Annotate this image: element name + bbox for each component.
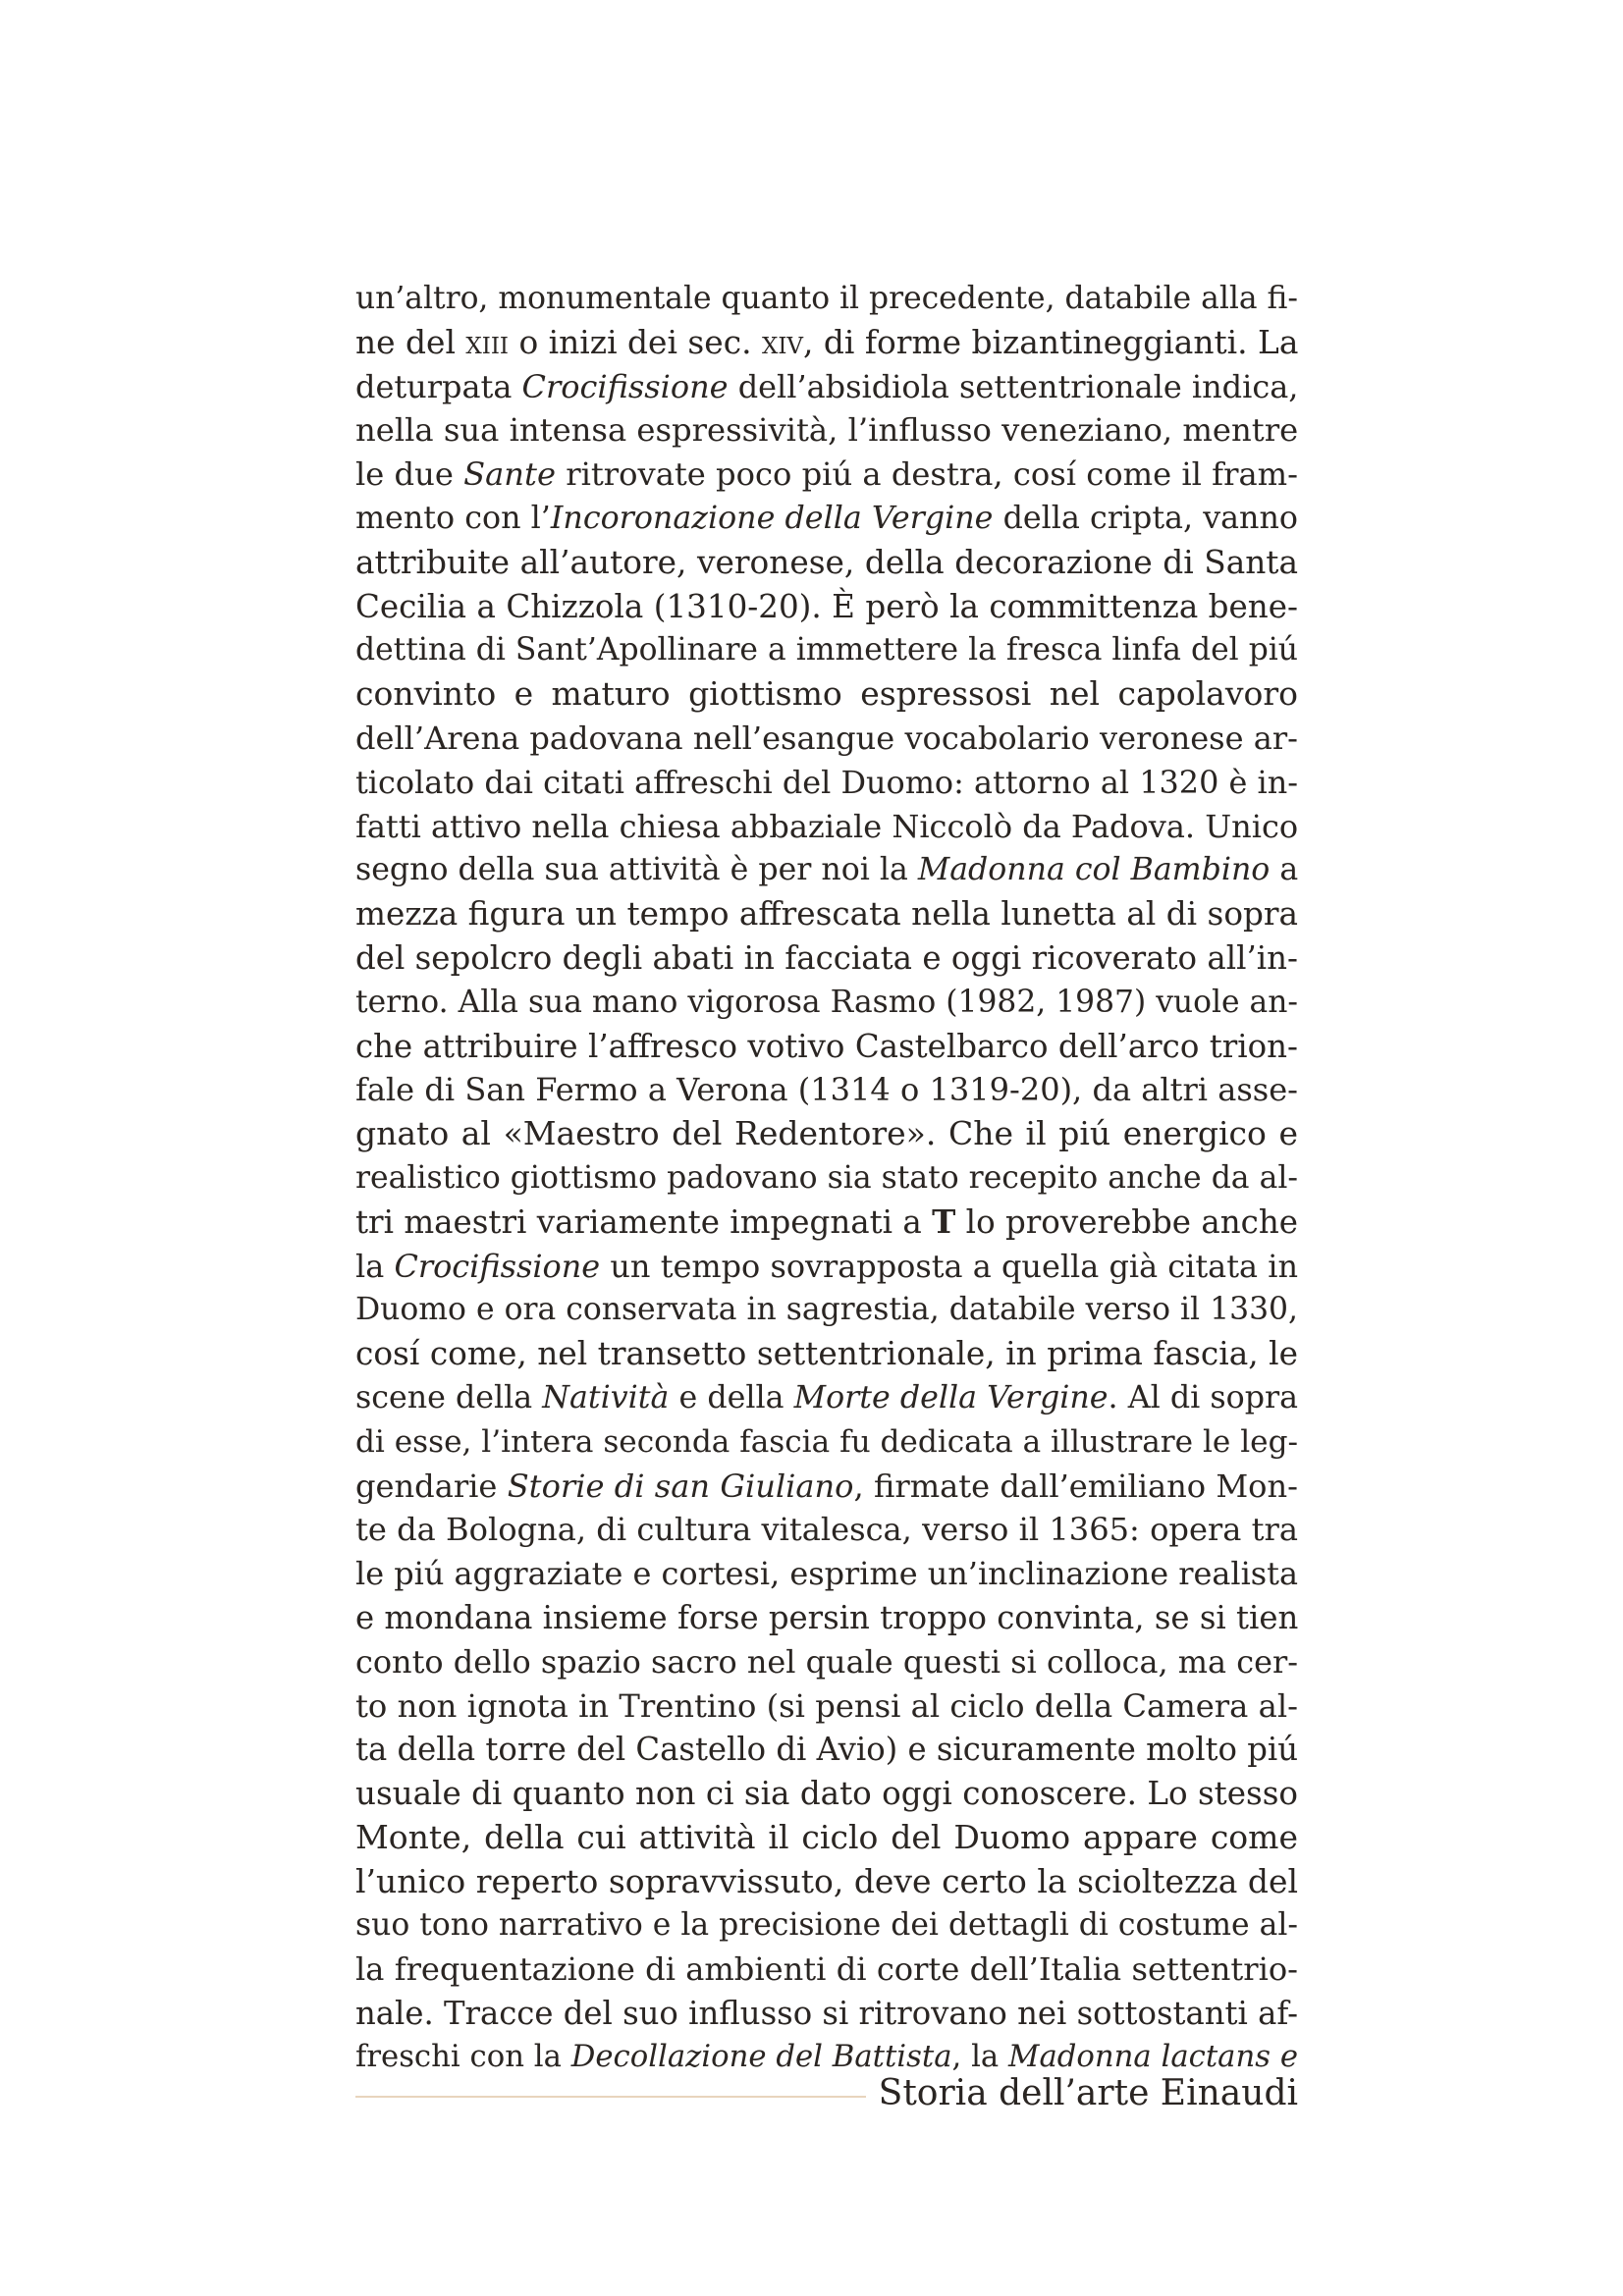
- text-line: [355, 1596, 1298, 1640]
- text-segment: ne del: [355, 323, 466, 361]
- text-segment: le due: [355, 455, 464, 494]
- text-line: [355, 1552, 1298, 1596]
- text-segment: un’altro, monumentale quanto il precedente, databile alla fi-: [355, 281, 1298, 316]
- text-segment: usuale di quanto non ci sia dato oggi conoscere. Lo stesso: [355, 1775, 1298, 1813]
- italic-title: Incoronazione della Vergine: [550, 500, 994, 536]
- text-segment: gnato al «Maestro del Redentore». Che il piú energico e: [355, 1114, 1298, 1153]
- text-segment: attribuite all’autore, veronese, della decorazione di Santa: [355, 543, 1298, 581]
- text-line: [355, 1332, 1298, 1376]
- text-segment: scene della: [355, 1379, 543, 1415]
- text-line: [355, 365, 1298, 409]
- text-line: [355, 1816, 1298, 1860]
- text-segment: conto dello spazio sacro nel quale questi si colloca, ma cer-: [355, 1642, 1298, 1681]
- text-segment: segno della sua attività è per noi la: [355, 852, 918, 888]
- text-segment: mezza figura un tempo affrescata nella lunetta al di sopra: [355, 895, 1298, 934]
- text-line: [355, 1288, 1298, 1332]
- text-segment: la frequentazione di ambienti di corte dell’Italia settentrio-: [355, 1950, 1298, 1989]
- text-line: [355, 848, 1298, 892]
- text-segment: a: [1270, 852, 1298, 888]
- text-segment: freschi con la: [355, 2039, 571, 2074]
- italic-title: Storie di san Giuliano: [507, 1467, 854, 1505]
- text-segment: to non ignota in Trentino (si pensi al ciclo della Camera al-: [355, 1686, 1298, 1725]
- text-segment: l’unico reperto sopravvissuto, deve certo la scioltezza del: [355, 1861, 1298, 1900]
- text-line: [355, 805, 1298, 849]
- italic-title: Madonna lactans e: [1008, 2039, 1298, 2074]
- roman-numeral: xiii: [465, 323, 510, 361]
- text-line: [355, 277, 1298, 321]
- text-line: [355, 1112, 1298, 1156]
- text-line: [355, 628, 1298, 672]
- text-segment: nella sua intensa espressività, l’influsso veneziano, mentre: [355, 411, 1298, 450]
- page-footer: [355, 2069, 1298, 2118]
- text-line: [355, 1903, 1298, 1948]
- text-segment: Duomo e ora conservata in sagrestia, databile verso il 1330,: [355, 1292, 1298, 1328]
- text-segment: dettina di Sant’Apollinare a immettere la fresca linfa del piú: [355, 632, 1298, 668]
- text-line: [355, 1068, 1298, 1112]
- text-segment: dell’Arena padovana nell’esangue vocabolario veronese ar-: [355, 719, 1298, 757]
- text-line: [355, 1420, 1298, 1465]
- italic-title: Crocifissione: [394, 1247, 601, 1285]
- text-segment: o inizi dei sec.: [509, 323, 762, 361]
- text-line: [355, 453, 1298, 497]
- text-line: [355, 717, 1298, 761]
- text-segment: convinto e maturo giottismo espressosi nel capolavoro: [355, 674, 1298, 714]
- text-segment: del sepolcro degli abati in facciata e oggi ricoverato all’in-: [355, 938, 1298, 977]
- text-segment: Cecilia a Chizzola (1310-20). È però la committenza bene-: [355, 587, 1298, 625]
- text-segment: te da Bologna, di cultura vitalesca, verso il 1365: opera tra: [355, 1511, 1298, 1549]
- text-segment: che attribuire l’affresco votivo Castelbarco dell’arco trion-: [355, 1027, 1298, 1065]
- text-segment: e mondana insieme forse persin troppo convinta, se si tien: [355, 1598, 1298, 1636]
- text-line: [355, 936, 1298, 981]
- bold-abbreviation: T: [932, 1201, 956, 1241]
- text-segment: fale di San Fermo a Verona (1314 o 1319-20), da altri asse-: [355, 1071, 1298, 1109]
- text-line: [355, 761, 1298, 805]
- text-line: [355, 1156, 1298, 1201]
- text-segment: la: [355, 1247, 395, 1285]
- italic-title: Sante: [463, 455, 556, 494]
- text-segment: un tempo sovrapposta a quella già citata in: [600, 1247, 1298, 1285]
- text-segment: nale. Tracce del suo influsso si ritrovano nei sottostanti af-: [355, 1995, 1298, 2033]
- text-segment: mento con l’: [355, 500, 551, 536]
- text-segment: dell’absidiola settentrionale indica,: [728, 367, 1298, 405]
- text-line: [355, 1684, 1298, 1729]
- text-line: [355, 1728, 1298, 1772]
- text-segment: terno. Alla sua mano vigorosa Rasmo (1982, 1987) vuole an-: [355, 984, 1298, 1020]
- text-segment: della cripta, vanno: [993, 500, 1298, 536]
- italic-title: Decollazione del Battista: [570, 2039, 952, 2074]
- roman-numeral: xiv: [761, 323, 804, 361]
- text-segment: realistico giottismo padovano sia stato recepito anche da al-: [355, 1159, 1298, 1196]
- text-segment: di esse, l’intera seconda fascia fu dedicata a illustrare le leg-: [355, 1423, 1298, 1460]
- text-line: [355, 585, 1298, 629]
- italic-title: Natività: [542, 1379, 670, 1415]
- text-line: [355, 1948, 1298, 1992]
- italic-title: Crocifissione: [521, 367, 729, 405]
- text-line: [355, 1201, 1298, 1245]
- text-segment: tri maestri variamente impegnati a: [355, 1202, 933, 1241]
- text-line: [355, 1025, 1298, 1069]
- text-line: [355, 1245, 1298, 1289]
- text-line: [355, 1508, 1298, 1552]
- text-segment: gendarie: [355, 1467, 508, 1505]
- text-segment: deturpata: [355, 367, 522, 405]
- text-line: [355, 1376, 1298, 1420]
- text-segment: , firmate dall’emiliano Mon-: [853, 1467, 1298, 1505]
- text-segment: le piú aggraziate e cortesi, esprime un’inclinazione realista: [355, 1555, 1298, 1593]
- text-segment: e della: [669, 1379, 794, 1415]
- text-segment: , di forme bizantineggianti. La: [803, 323, 1298, 361]
- text-line: [355, 981, 1298, 1025]
- text-segment: Monte, della cui attività il ciclo del Duomo appare come: [355, 1817, 1298, 1856]
- text-line: [355, 1860, 1298, 1904]
- text-segment: cosí come, nel transetto settentrionale, in prima fascia, le: [355, 1335, 1298, 1373]
- footer-rule: [355, 2096, 866, 2098]
- text-segment: ticolato dai citati affreschi del Duomo: attorno al 1320 è in-: [355, 763, 1298, 801]
- text-line: [355, 672, 1298, 717]
- text-line: [355, 408, 1298, 453]
- text-segment: , la: [951, 2039, 1009, 2074]
- text-line: [355, 1772, 1298, 1816]
- body-text: [355, 277, 1298, 2080]
- text-segment: suo tono narrativo e la precisione dei dettagli di costume al-: [355, 1907, 1298, 1944]
- footer-title: Storia dell’arte Einaudi: [878, 2073, 1298, 2113]
- text-line: [355, 1640, 1298, 1684]
- italic-title: Morte della Vergine: [793, 1379, 1109, 1415]
- text-line: [355, 541, 1298, 585]
- text-segment: . Al di sopra: [1108, 1379, 1298, 1415]
- text-line: [355, 892, 1298, 936]
- text-line: [355, 1465, 1298, 1509]
- text-line: [355, 497, 1298, 541]
- text-segment: fatti attivo nella chiesa abbaziale Niccolò da Padova. Unico: [355, 807, 1298, 845]
- text-segment: ta della torre del Castello di Avio) e sicuramente molto piú: [355, 1731, 1298, 1769]
- italic-title: Madonna col Bambino: [917, 852, 1271, 888]
- text-line: [355, 1992, 1298, 2036]
- text-line: [355, 321, 1298, 365]
- text-segment: lo proverebbe anche: [955, 1202, 1298, 1241]
- text-segment: ritrovate poco piú a destra, cosí come il fram-: [555, 455, 1298, 494]
